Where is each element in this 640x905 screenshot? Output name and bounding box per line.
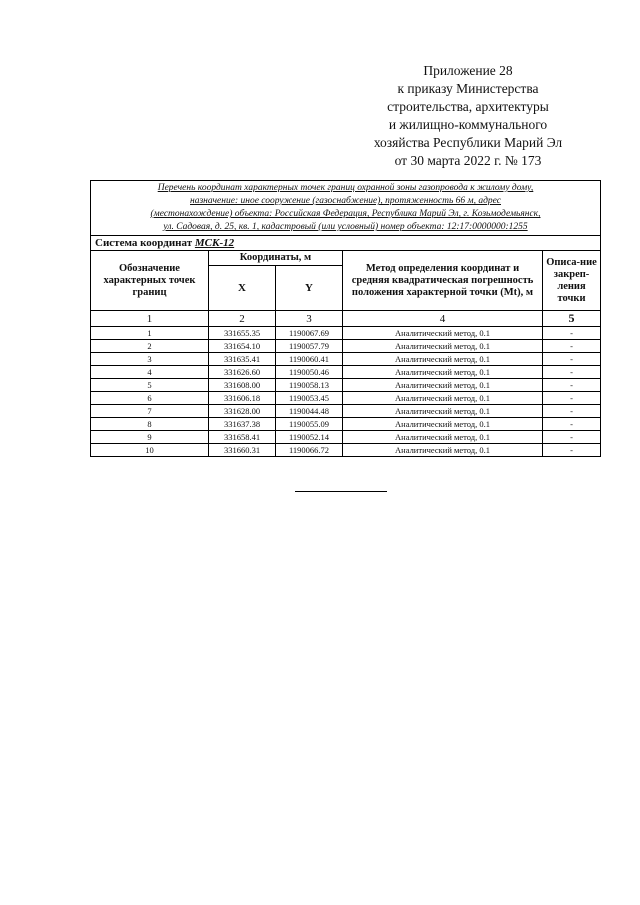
column-number: 4 [343, 311, 543, 327]
cell-x: 331626.60 [209, 366, 276, 379]
cell-x: 331637.38 [209, 418, 276, 431]
table-row [91, 340, 601, 353]
cell-desc: - [543, 340, 601, 353]
header-x: X [209, 266, 276, 311]
cell-y: 1190066.72 [276, 444, 343, 457]
cell-x: 331608.00 [209, 379, 276, 392]
cell-method: Аналитический метод, 0.1 [343, 405, 543, 418]
cell-desc: - [543, 418, 601, 431]
table-description [91, 181, 601, 236]
cell-desc: - [543, 431, 601, 444]
cell-desc: - [543, 366, 601, 379]
coordinate-system-name: МСК-12 [194, 237, 235, 249]
cell-y: 1190057.79 [276, 340, 343, 353]
cell-desc: - [543, 379, 601, 392]
description-line: (местонахождение) объекта: Российская Федерация, Республика Марий Эл, г. Козьмодемьянск, [150, 209, 541, 219]
description-line: ул. Садовая, д. 25, кв. 1, кадастровый (или условный) номер объекта: 12:17:0000000:1255 [163, 222, 528, 232]
header-method: Метод определения координат и средняя квадратическая погрешность положения характерной точки (Mt), м [343, 251, 543, 311]
cell-point: 3 [91, 353, 209, 366]
cell-y: 1190055.09 [276, 418, 343, 431]
table-row [91, 327, 601, 340]
cell-y: 1190052.14 [276, 431, 343, 444]
appendix-line: и жилищно-коммунального [388, 117, 548, 132]
header-coordinates: Координаты, м [209, 251, 343, 266]
cell-method: Аналитический метод, 0.1 [343, 353, 543, 366]
description-line: Перечень координат характерных точек границ охранной зоны газопровода к жилому дому, [157, 183, 534, 193]
coordinates-table [90, 180, 601, 457]
cell-y: 1190058.13 [276, 379, 343, 392]
cell-desc: - [543, 327, 601, 340]
table-row [91, 418, 601, 431]
header-y: Y [276, 266, 343, 311]
description-line: назначение: иное сооружение (газоснабжение), протяженность 66 м, адрес [190, 196, 501, 206]
table-row [91, 405, 601, 418]
table-row [91, 353, 601, 366]
cell-y: 1190050.46 [276, 366, 343, 379]
cell-y: 1190060.41 [276, 353, 343, 366]
appendix-line: к приказу Министерства [397, 81, 539, 96]
cell-x: 331658.41 [209, 431, 276, 444]
table-row [91, 366, 601, 379]
cell-desc: - [543, 353, 601, 366]
cell-point: 5 [91, 379, 209, 392]
cell-x: 331660.31 [209, 444, 276, 457]
cell-y: 1190067.69 [276, 327, 343, 340]
table-row [91, 431, 601, 444]
cell-point: 10 [91, 444, 209, 457]
table-row [91, 444, 601, 457]
cell-x: 331635.41 [209, 353, 276, 366]
cell-x: 331655.35 [209, 327, 276, 340]
end-divider-line [295, 491, 387, 492]
table-row [91, 392, 601, 405]
column-numbers-row [91, 311, 601, 327]
cell-point: 1 [91, 327, 209, 340]
cell-point: 6 [91, 392, 209, 405]
cell-point: 8 [91, 418, 209, 431]
cell-point: 9 [91, 431, 209, 444]
column-number: 5 [543, 311, 601, 327]
header-description: Описа-ние закреп-ления точки [543, 251, 601, 311]
appendix-header [348, 62, 588, 170]
cell-desc: - [543, 444, 601, 457]
column-number: 2 [209, 311, 276, 327]
cell-method: Аналитический метод, 0.1 [343, 431, 543, 444]
table-row [91, 379, 601, 392]
cell-x: 331606.18 [209, 392, 276, 405]
cell-point: 7 [91, 405, 209, 418]
cell-desc: - [543, 405, 601, 418]
appendix-line: от 30 марта 2022 г. № 173 [394, 153, 542, 168]
column-number: 1 [91, 311, 209, 327]
cell-method: Аналитический метод, 0.1 [343, 392, 543, 405]
appendix-line: строительства, архитектуры [387, 99, 549, 114]
cell-y: 1190053.45 [276, 392, 343, 405]
cell-desc: - [543, 392, 601, 405]
appendix-line: Приложение 28 [423, 63, 513, 78]
cell-method: Аналитический метод, 0.1 [343, 327, 543, 340]
appendix-line: хозяйства Республики Марий Эл [373, 135, 563, 150]
cell-x: 331628.00 [209, 405, 276, 418]
cell-y: 1190044.48 [276, 405, 343, 418]
cell-x: 331654.10 [209, 340, 276, 353]
cell-method: Аналитический метод, 0.1 [343, 366, 543, 379]
cell-point: 2 [91, 340, 209, 353]
cell-point: 4 [91, 366, 209, 379]
coordinate-system-label: Система координат [95, 237, 193, 249]
cell-method: Аналитический метод, 0.1 [343, 379, 543, 392]
header-point-designation: Обозначение характерных точек границ [91, 251, 209, 311]
cell-method: Аналитический метод, 0.1 [343, 444, 543, 457]
column-number: 3 [276, 311, 343, 327]
cell-method: Аналитический метод, 0.1 [343, 340, 543, 353]
cell-method: Аналитический метод, 0.1 [343, 418, 543, 431]
coordinate-system-row [91, 236, 601, 251]
